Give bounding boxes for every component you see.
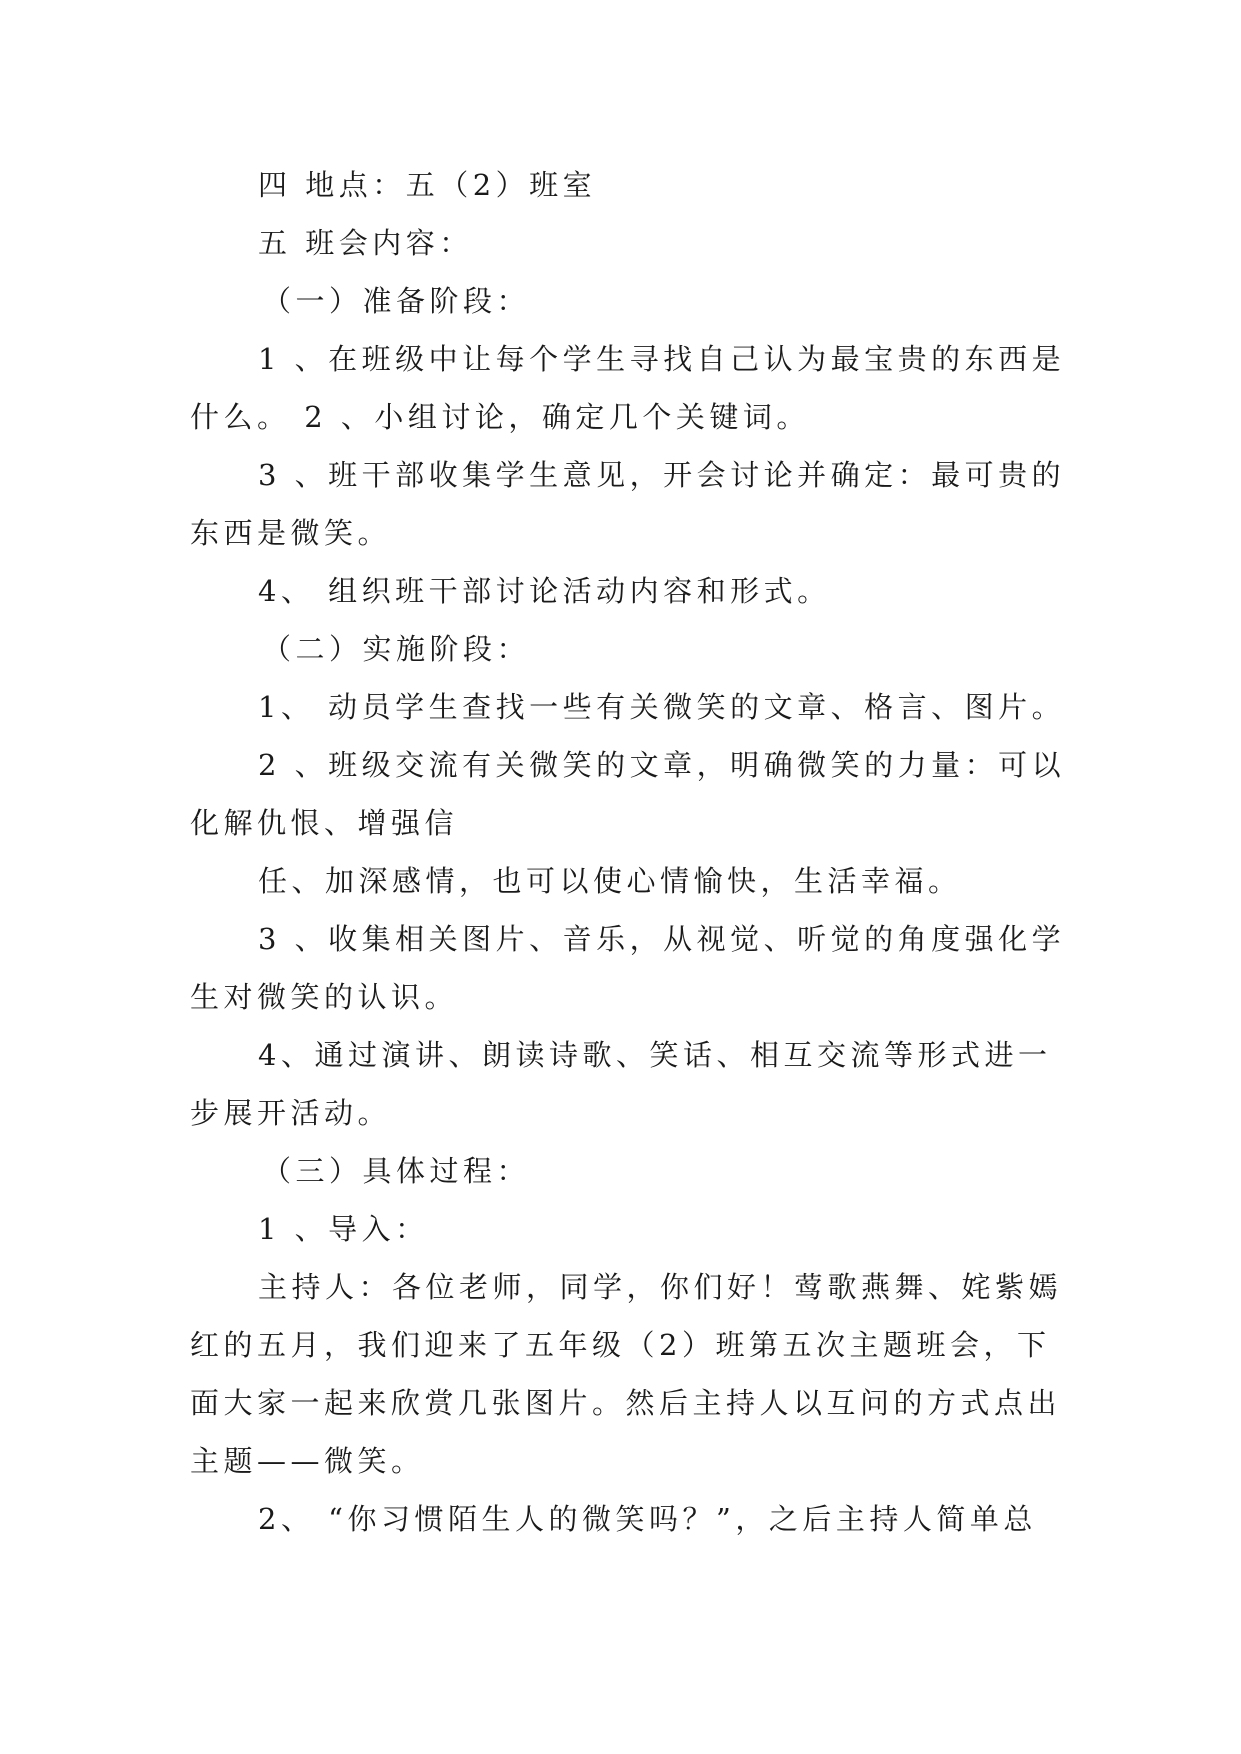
text-line: （三）具体过程： (262, 1154, 531, 1188)
text-line: 2 、班级交流有关微笑的文章，明确微笑的力量：可以 (258, 748, 1066, 782)
text-line: 任、加深感情，也可以使心情愉快，生活幸福。 (258, 864, 962, 898)
text-line: （二）实施阶段： (262, 632, 531, 666)
text-line: 四 地点：五（2）班室 (258, 168, 597, 202)
text-line: 1 、导入： (258, 1212, 429, 1246)
text-line: 步展开活动。 (190, 1096, 392, 1130)
text-line: 主持人：各位老师，同学，你们好！莺歌燕舞、姹紫嫣 (258, 1270, 1063, 1304)
text-line: 2、 “你习惯陌生人的微笑吗？”，之后主持人简单总 (258, 1502, 1037, 1536)
text-line: 东西是微笑。 (190, 516, 392, 550)
text-line: 面大家一起来欣赏几张图片。然后主持人以互问的方式点出 (190, 1386, 1062, 1420)
text-line: 化解仇恨、增强信 (190, 806, 459, 840)
text-line: 4、通过演讲、朗读诗歌、笑话、相互交流等形式进一 (258, 1038, 1052, 1072)
text-line: 1 、在班级中让每个学生寻找自己认为最宝贵的东西是 (258, 342, 1066, 376)
text-line: 3 、班干部收集学生意见，开会讨论并确定：最可贵的 (258, 458, 1066, 492)
text-line: 生对微笑的认识。 (190, 980, 459, 1014)
text-line: 什么。 2 、小组讨论，确定几个关键词。 (190, 400, 810, 434)
text-line: 1、 动员学生查找一些有关微笑的文章、格言、图片。 (258, 690, 1066, 724)
text-line: 红的五月，我们迎来了五年级（2）班第五次主题班会，下 (190, 1328, 1051, 1362)
text-line: 3 、收集相关图片、音乐，从视觉、听觉的角度强化学 (258, 922, 1066, 956)
text-line: 主题——微笑。 (190, 1444, 425, 1478)
text-line: （一）准备阶段： (262, 284, 531, 318)
text-line: 4、 组织班干部讨论活动内容和形式。 (258, 574, 831, 608)
text-line: 五 班会内容： (258, 226, 473, 260)
